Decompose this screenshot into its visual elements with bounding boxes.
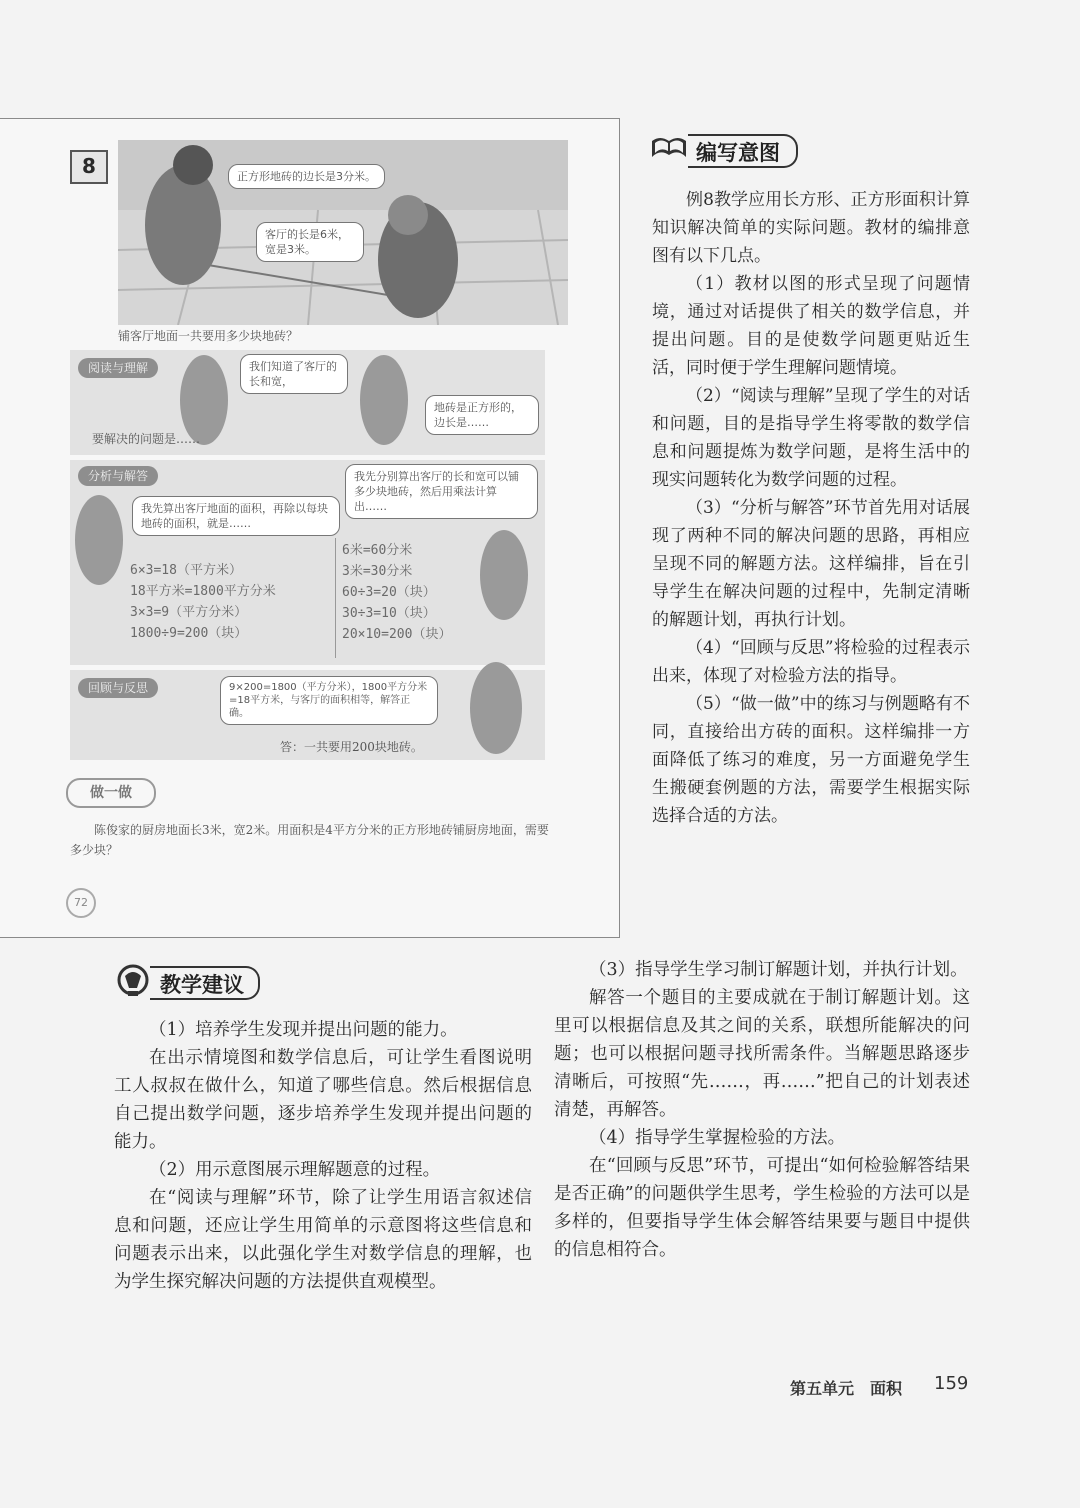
- suggestion-paragraph: 解答一个题目的主要成就在于制订解题计划。这里可以根据信息及其之间的关系，联想所能解决的问题；也可以根据问题寻找所需条件。当解题思路逐步清晰后，可按照“先……，再……”把自己的计划表述清楚，再解答。: [554, 988, 970, 1120]
- calc-divider: [335, 538, 336, 658]
- suggestion-paragraph: （2）用示意图展示理解题意的过程。: [149, 1160, 441, 1180]
- try-it-tag: 做一做: [66, 778, 156, 808]
- try-it-text: 陈俊家的厨房地面长3米，宽2米。用面积是4平方分米的正方形地砖铺厨房地面，需要多少块？: [70, 823, 549, 857]
- suggestions-right-column: [554, 956, 970, 1264]
- suggestion-paragraph: 在出示情境图和数学信息后，可让学生看图说明工人叔叔在做什么，知道了哪些信息。然后根据信息自己提出数学问题，逐步培养学生发现并提出问题的能力。: [114, 1048, 532, 1152]
- intent-paragraph: （1）教材以图的形式呈现了问题情境，通过对话提供了相关的数学信息，并提出问题。目的是使数学问题更贴近生活，同时便于学生理解问题情境。: [652, 274, 970, 378]
- analyze-solve-tag: 分析与解答: [78, 466, 158, 486]
- intent-paragraph: （2）“阅读与理解”呈现了学生的对话和问题，目的是指导学生将零散的数学信息和问题提炼为数学问题，是将生活中的现实问题转化为数学问题的过程。: [652, 386, 970, 490]
- problem-line: 要解决的问题是……: [92, 432, 201, 446]
- boy-speech-bubble: 地砖是正方形的，边长是……: [425, 395, 539, 435]
- suggestion-paragraph: 在“阅读与理解”环节，除了让学生用语言叙述信息和问题，还应让学生用简单的示意图将这些信息和问题表示出来，以此强化学生对数学信息的理解，也为学生探究解决问题的方法提供直观模型。: [114, 1188, 532, 1292]
- footer-unit: 第五单元 面积: [790, 1379, 903, 1398]
- girl-speech-bubble: 我们知道了客厅的长和宽，: [240, 354, 348, 394]
- suggestion-paragraph: （3）指导学生学习制订解题计划，并执行计划。: [589, 960, 968, 980]
- calc-method-1: 6×3=18（平方米） 18平方米=1800平方分米 3×3=9（平方分米） 1800÷9=200（块）: [130, 563, 276, 641]
- method-2-bubble: 我先分别算出客厅的长和宽可以铺多少块地砖，然后用乘法计算出……: [345, 464, 538, 519]
- suggestion-paragraph: （4）指导学生掌握检验的方法。: [589, 1128, 846, 1148]
- open-book-icon: [650, 135, 688, 161]
- tiling-scene-illustration: [118, 140, 568, 325]
- answer-text: 答：一共要用200块地砖。: [280, 740, 423, 754]
- suggestions-left-column: [114, 1016, 532, 1296]
- example-question: 铺客厅地面一共要用多少块地砖？: [118, 329, 299, 343]
- intent-paragraph: 例8教学应用长方形、正方形面积计算知识解决简单的实际问题。教材的编排意图有以下几点。: [652, 190, 970, 266]
- calc-method-2: 6米=60分米 3米=30分米 60÷3=20（块） 30÷3=10（块） 20×10=200（块）: [342, 543, 452, 642]
- girl-figure-3: [470, 662, 522, 754]
- girl-figure-2: [75, 495, 123, 585]
- intent-paragraph: （5）“做一做”中的练习与例题略有不同，直接给出方砖的面积。这样编排一方面降低了练习的难度，另一方面避免学生生搬硬套例题的方法，需要学生根据实际选择合适的方法。: [652, 694, 970, 826]
- boy-figure: [360, 355, 408, 445]
- suggestion-paragraph: 在“回顾与反思”环节，可提出“如何检验解答结果是否正确”的问题供学生思考，学生检验的方法可以是多样的，但要指导学生体会解答结果要与题目中提供的信息相符合。: [554, 1156, 970, 1260]
- textbook-page-number: 72: [66, 888, 96, 918]
- writing-intent-body: [652, 186, 970, 830]
- reflect-bubble: 9×200=1800（平方分米），1800平方分米=18平方米，与客厅的面积相等，解答正确。: [220, 676, 438, 725]
- intent-paragraph: （3）“分析与解答”环节首先用对话展现了两种不同的解决问题的思路，再相应呈现不同的解题方法。这样编排，旨在引导学生在解决问题的过程中，先制定清晰的解题计划，再执行计划。: [652, 498, 970, 630]
- footer-page-number: 159: [934, 1373, 969, 1394]
- worker-speech-bubble: 正方形地砖的边长是3分米。: [228, 164, 385, 189]
- lightbulb-icon: [115, 964, 155, 1000]
- method-1-bubble: 我先算出客厅地面的面积，再除以每块地砖的面积，就是……: [132, 496, 340, 536]
- teaching-suggestions-title: 教学建议: [160, 973, 244, 997]
- reflect-tag: 回顾与反思: [78, 678, 158, 698]
- read-understand-tag: 阅读与理解: [78, 358, 158, 378]
- reflect-panel: [70, 670, 545, 760]
- intent-paragraph: （4）“回顾与反思”将检验的过程表示出来，体现了对检验方法的指导。: [652, 638, 970, 686]
- example-number: 8: [70, 150, 108, 184]
- read-understand-panel: [70, 350, 545, 455]
- worker-speech-bubble-2: 客厅的长是6米，宽是3米。: [256, 222, 364, 262]
- boy-figure-2: [480, 530, 528, 620]
- analyze-solve-panel: [70, 460, 545, 665]
- writing-intent-title: 编写意图: [696, 141, 780, 165]
- suggestion-paragraph: （1）培养学生发现并提出问题的能力。: [149, 1020, 458, 1040]
